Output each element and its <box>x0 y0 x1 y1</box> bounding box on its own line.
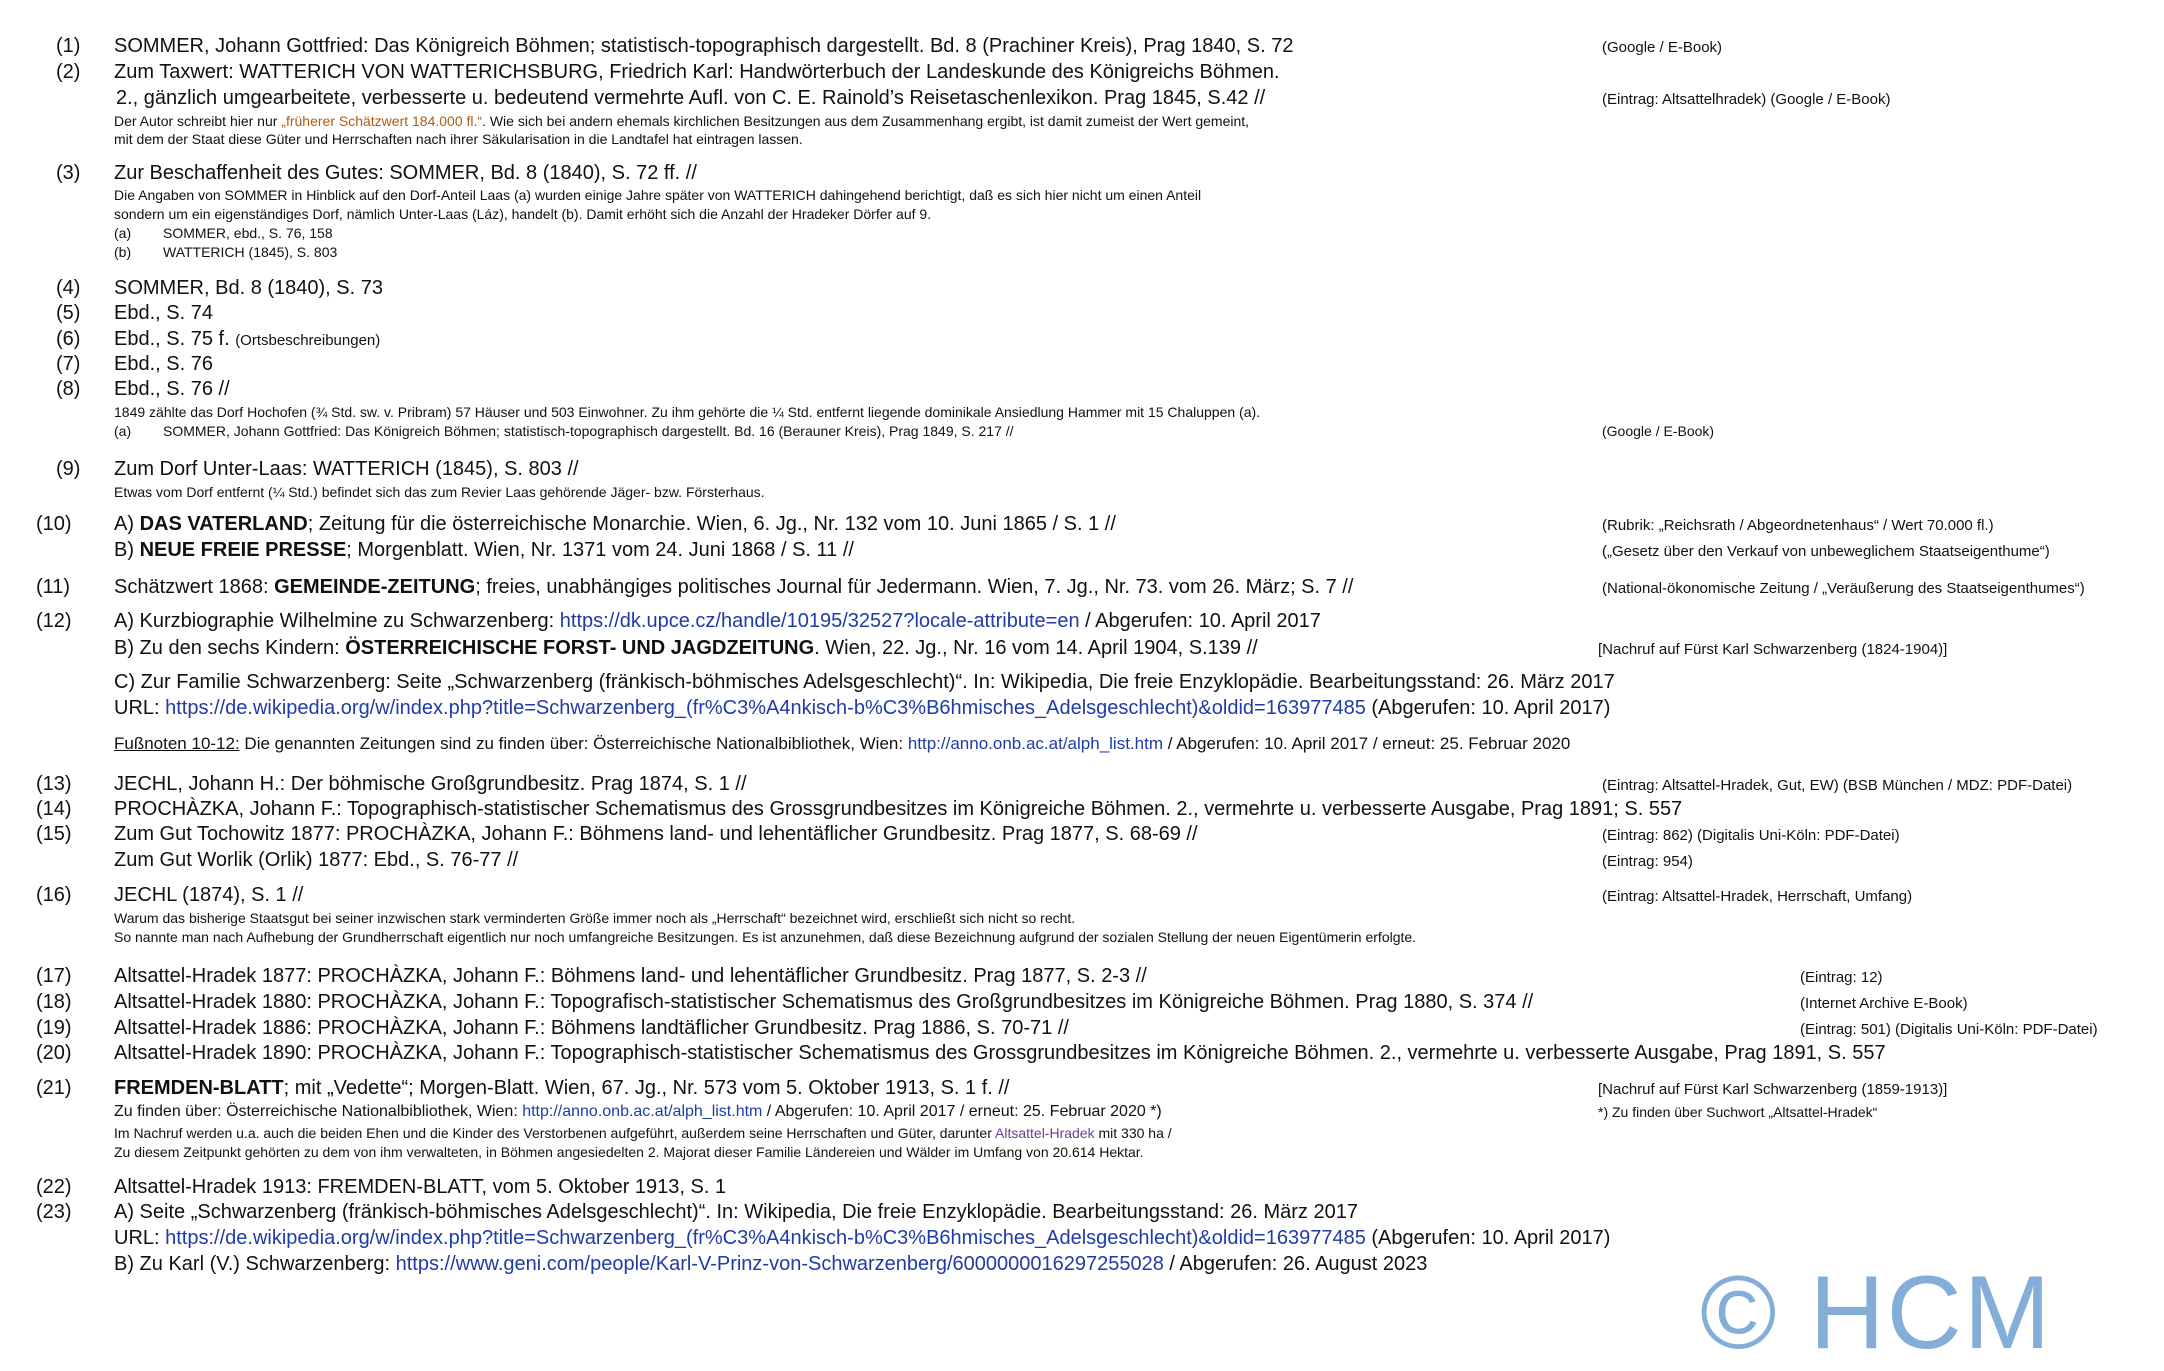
footnote-number: (21) <box>36 1077 72 1099</box>
source-note: [Nachruf auf Fürst Karl Schwarzenberg (1824-1904)] <box>1598 641 1948 658</box>
footnote-number: (2) <box>56 61 81 83</box>
anno-link[interactable]: http://anno.onb.ac.at/alph_list.htm <box>907 734 1163 753</box>
footnote-text: Altsattel-Hradek 1913: FREMDEN-BLATT, vom 5. Oktober 1913, S. 1 <box>114 1176 727 1198</box>
footnote-text: SOMMER, Johann Gottfried: Das Königreich Böhmen; statistisch-topographisch dargestellt. Bd. 8 (Prachiner Kreis), Prag 1840, S. 72 <box>114 35 1294 57</box>
footnote-number: (4) <box>56 277 81 299</box>
source-note: (Eintrag: Altsattelhradek) (Google / E-Book) <box>1602 91 1891 108</box>
source-note: (Eintrag: Altsattel-Hradek, Herrschaft, Umfang) <box>1602 888 1913 905</box>
subnote-text: SOMMER, ebd., S. 76, 158 <box>163 225 333 241</box>
footnote-text: A) Kurzbiographie Wilhelmine zu Schwarzenberg: https://dk.upce.cz/handle/10195/32527?locale-attribute=en / Abgerufen: 10. April 2017 <box>114 610 1321 632</box>
footnote-comment: mit dem der Staat diese Güter und Herrschaften nach ihrer Säkularisation in die Landtafel hat eintragen lassen. <box>114 131 803 147</box>
source-note: („Gesetz über den Verkauf von unbeweglichem Staatseigenthume“) <box>1602 543 2050 560</box>
subnote-label: (b) <box>114 244 132 260</box>
footnote-text: Altsattel-Hradek 1886: PROCHÀZKA, Johann F.: Böhmens landtäflicher Grundbesitz. Prag 1886, S. 70-71 // <box>114 1017 1069 1039</box>
footnote-text: B) Zu den sechs Kindern: ÖSTERREICHISCHE FORST- UND JAGDZEITUNG. Wien, 22. Jg., Nr. 16 vom 14. April 1904, S.139 // <box>114 637 1258 659</box>
footnote-text: C) Zur Familie Schwarzenberg: Seite „Schwarzenberg (fränkisch-böhmisches Adelsgeschlecht)“. In: Wikipedia, Die freie Enzyklopädie. Bearbeitungsstand: 26. März 2017 <box>114 671 1615 693</box>
footnote-comment: Im Nachruf werden u.a. auch die beiden Ehen und die Kinder des Verstorbenen aufgeführt, außerdem seine Herrschaften und Güter, darunter Altsattel-Hradek mit 330 ha / <box>114 1125 1172 1141</box>
footnote-text: Ebd., S. 75 f. (Ortsbeschreibungen) <box>114 328 381 350</box>
footnote-number: (9) <box>56 458 81 480</box>
footnote-number: (18) <box>36 991 72 1013</box>
footnote-comment: Warum das bisherige Staatsgut bei seiner inzwischen stark verminderten Größe immer noch als „Herrschaft“ bezeichnet wird, erschließt sich nicht so recht. <box>114 910 1076 926</box>
footnote-text: SOMMER, Bd. 8 (1840), S. 73 <box>114 277 383 299</box>
footnote-number: (20) <box>36 1042 72 1064</box>
footnote-number: (5) <box>56 302 81 324</box>
footnote-text: Zum Gut Worlik (Orlik) 1877: Ebd., S. 76-77 // <box>114 849 519 871</box>
footnote-text: Altsattel-Hradek 1877: PROCHÀZKA, Johann F.: Böhmens land- und lehentäflicher Grundbesitz. Prag 1877, S. 2-3 // <box>114 965 1147 987</box>
geni-link[interactable]: https://www.geni.com/people/Karl-V-Prinz-von-Schwarzenberg/6000000016297255028 <box>395 1253 1164 1275</box>
copyright-watermark: © HCM <box>1700 1255 2053 1371</box>
upce-link[interactable]: https://dk.upce.cz/handle/10195/32527?locale-attribute=en <box>559 610 1080 632</box>
source-note: (Eintrag: 501) (Digitalis Uni-Köln: PDF-Datei) <box>1800 1021 2098 1038</box>
footnote-number: (8) <box>56 378 81 400</box>
footnote-text: B) NEUE FREIE PRESSE; Morgenblatt. Wien, Nr. 1371 vom 24. Juni 1868 / S. 11 // <box>114 539 854 561</box>
footnote-number: (19) <box>36 1017 72 1039</box>
footnote-comment: 1849 zählte das Dorf Hochofen (¾ Std. sw. v. Pribram) 57 Häuser und 503 Einwohner. Zu ihm gehörte die ¼ Std. entfernt liegende dominikale Ansiedlung Hammer mit 15 Chaluppen (a). <box>114 404 1261 420</box>
source-note: (Eintrag: 954) <box>1602 853 1693 870</box>
footnote-comment: sondern um ein eigenständiges Dorf, nämlich Unter-Laas (Láz), handelt (b). Damit erhöht sich die Anzahl der Hradeker Dörfer auf 9. <box>114 206 932 222</box>
source-note: (Eintrag: 12) <box>1800 969 1883 986</box>
footnote-number: (11) <box>36 576 71 598</box>
footnote-text: Zum Gut Tochowitz 1877: PROCHÀZKA, Johann F.: Böhmens land- und lehentäflicher Grundbesitz. Prag 1877, S. 68-69 // <box>114 823 1198 845</box>
source-note: (Eintrag: Altsattel-Hradek, Gut, EW) (BSB München / MDZ: PDF-Datei) <box>1602 777 2073 794</box>
footnote-text: URL: https://de.wikipedia.org/w/index.php?title=Schwarzenberg_(fr%C3%A4nkisch-b%C3%B6hmisches_Adelsgeschlecht)&oldid=163977485 (Abgerufen: 10. April 2017) <box>114 1227 1611 1249</box>
footnote-text: Altsattel-Hradek 1890: PROCHÀZKA, Johann F.: Topographisch-statistischer Schematismus des Grossgrundbesitzes im Königreiche Böhmen. 2., vermehrte u. verbesserte Ausgabe, Prag 1891, S. 557 <box>114 1042 1886 1064</box>
footnote-number: (6) <box>56 328 81 350</box>
footnote-text: Altsattel-Hradek 1880: PROCHÀZKA, Johann F.: Topografisch-statistischer Schematismus des Großgrundbesitzes im Königreiche Böhmen. Prag 1880, S. 374 // <box>114 991 1534 1013</box>
footnote-text: B) Zu Karl (V.) Schwarzenberg: https://www.geni.com/people/Karl-V-Prinz-von-Schwarzenberg/6000000016297255028 / Abgerufen: 26. August 2023 <box>114 1253 1428 1275</box>
footnote-text: JECHL (1874), S. 1 // <box>114 884 304 906</box>
footnote-comment: Zu finden über: Österreichische Nationalbibliothek, Wien: http://anno.onb.ac.at/alph_list.htm / Abgerufen: 10. April 2017 / erneut: 25. Februar 2020 *) <box>114 1103 1162 1120</box>
footnote-comment: Die Angaben von SOMMER in Hinblick auf den Dorf-Anteil Laas (a) wurden einige Jahre später von WATTERICH dahingehend berichtigt, daß es sich hier nicht um einen Anteil <box>114 187 1202 203</box>
footnote-number: (22) <box>36 1176 72 1198</box>
source-note: [Nachruf auf Fürst Karl Schwarzenberg (1859-1913)] <box>1598 1081 1948 1098</box>
footnote-text: Ebd., S. 76 // <box>114 378 230 400</box>
source-note: (Eintrag: 862) (Digitalis Uni-Köln: PDF-Datei) <box>1602 827 1900 844</box>
footnote-number: (23) <box>36 1201 72 1223</box>
footnote-comment: Zu diesem Zeitpunkt gehörten zu dem von ihm verwalteten, in Böhmen angesiedelten 2. Majorat dieser Familie Ländereien und Wälder im Umfang von 20.614 Hektar. <box>114 1144 1144 1160</box>
source-note: (Google / E-Book) <box>1602 39 1723 56</box>
subnote-label: (a) <box>114 225 132 241</box>
anno-link[interactable]: http://anno.onb.ac.at/alph_list.htm <box>522 1103 763 1120</box>
footnote-text: PROCHÀZKA, Johann F.: Topographisch-statistischer Schematismus des Grossgrundbesitzes im Königreiche Böhmen. 2., vermehrte u. verbesserte Ausgabe, Prag 1891; S. 557 <box>114 798 1683 820</box>
footnote-comment: Der Autor schreibt hier nur „früherer Schätzwert 184.000 fl.“. Wie sich bei andern ehemals kirchlichen Besitzungen aus dem Zusammenhang ergibt, ist damit zumeist der Wert gemeint, <box>114 113 1250 129</box>
footnote-comment: So nannte man nach Aufhebung der Grundherrschaft eigentlich nur noch umfangreiche Besitzungen. Es ist anzunehmen, daß diese Bezeichnung aufgrund der sozialen Stellung der neuen Eigentümerin erfolgte. <box>114 929 1417 945</box>
footnotes-summary: Fußnoten 10-12: Die genannten Zeitungen sind zu finden über: Österreichische Nationalbibliothek, Wien: http://anno.onb.ac.at/alph_list.htm / Abgerufen: 10. April 2017 / erneut: 25. Februar 2020 <box>114 734 1571 753</box>
wikipedia-link[interactable]: https://de.wikipedia.org/w/index.php?title=Schwarzenberg_(fr%C3%A4nkisch-b%C3%B6hmisches_Adelsgeschlecht)&oldid=163977485 <box>165 1227 1366 1249</box>
footnote-number: (16) <box>36 884 72 906</box>
footnote-number: (1) <box>56 35 81 57</box>
footnote-number: (17) <box>36 965 72 987</box>
footnote-number: (14) <box>36 798 72 820</box>
subnote-text: WATTERICH (1845), S. 803 <box>163 244 338 260</box>
footnote-comment: Etwas vom Dorf entfernt (¼ Std.) befindet sich das zum Revier Laas gehörende Jäger- bzw. Försterhaus. <box>114 484 765 500</box>
subnote-label: (a) <box>114 423 132 439</box>
footnote-number: (15) <box>36 823 72 845</box>
footnote-number: (7) <box>56 353 81 375</box>
source-note: (Rubrik: „Reichsrath / Abgeordnetenhaus“ / Wert 70.000 fl.) <box>1602 517 1994 534</box>
footnote-text: Zum Taxwert: WATTERICH VON WATTERICHSBURG, Friedrich Karl: Handwörterbuch der Landeskunde des Königreichs Böhmen. <box>114 61 1280 83</box>
footnote-number: (3) <box>56 162 81 184</box>
source-note: (Google / E-Book) <box>1602 423 1715 439</box>
footnote-text: Zum Dorf Unter-Laas: WATTERICH (1845), S. 803 // <box>114 458 579 480</box>
footnote-text: JECHL, Johann H.: Der böhmische Großgrundbesitz. Prag 1874, S. 1 // <box>114 773 747 795</box>
source-note: (National-ökonomische Zeitung / „Veräußerung des Staatseigenthumes“) <box>1602 580 2085 597</box>
footnote-text: URL: https://de.wikipedia.org/w/index.php?title=Schwarzenberg_(fr%C3%A4nkisch-b%C3%B6hmisches_Adelsgeschlecht)&oldid=163977485 (Abgerufen: 10. April 2017) <box>114 697 1611 719</box>
footnote-number: (13) <box>36 773 72 795</box>
source-note: (Internet Archive E-Book) <box>1800 995 1968 1012</box>
footnote-number: (10) <box>36 513 72 535</box>
footnote-text: Ebd., S. 74 <box>114 302 213 324</box>
footnote-text: Schätzwert 1868: GEMEINDE-ZEITUNG; freies, unabhängiges politisches Journal für Jedermann. Wien, 7. Jg., Nr. 73. vom 26. März; S. 7 // <box>114 576 1354 598</box>
subnote-text: SOMMER, Johann Gottfried: Das Königreich Böhmen; statistisch-topographisch dargestellt. Bd. 16 (Berauner Kreis), Prag 1849, S. 217 // <box>163 423 1014 439</box>
footnote-text: Zur Beschaffenheit des Gutes: SOMMER, Bd. 8 (1840), S. 72 ff. // <box>114 162 697 184</box>
footnote-text: A) Seite „Schwarzenberg (fränkisch-böhmisches Adelsgeschlecht)“. In: Wikipedia, Die freie Enzyklopädie. Bearbeitungsstand: 26. März 2017 <box>114 1201 1358 1223</box>
footnote-number: (12) <box>36 610 72 632</box>
footnote-text: FREMDEN-BLATT; mit „Vedette“; Morgen-Blatt. Wien, 67. Jg., Nr. 573 vom 5. Oktober 1913, S. 1 f. // <box>114 1077 1010 1099</box>
footnote-text: A) DAS VATERLAND; Zeitung für die österreichische Monarchie. Wien, 6. Jg., Nr. 132 vom 10. Juni 1865 / S. 1 // <box>114 513 1116 535</box>
footnote-text: Ebd., S. 76 <box>114 353 213 375</box>
source-note: *) Zu finden über Suchwort „Altsattel-Hradek“ <box>1598 1104 1878 1120</box>
wikipedia-link[interactable]: https://de.wikipedia.org/w/index.php?title=Schwarzenberg_(fr%C3%A4nkisch-b%C3%B6hmisches_Adelsgeschlecht)&oldid=163977485 <box>165 697 1366 719</box>
footnote-text: 2., gänzlich umgearbeitete, verbesserte u. bedeutend vermehrte Aufl. von C. E. Rainold’s Reisetaschenlexikon. Prag 1845, S.42 // <box>116 87 1266 109</box>
